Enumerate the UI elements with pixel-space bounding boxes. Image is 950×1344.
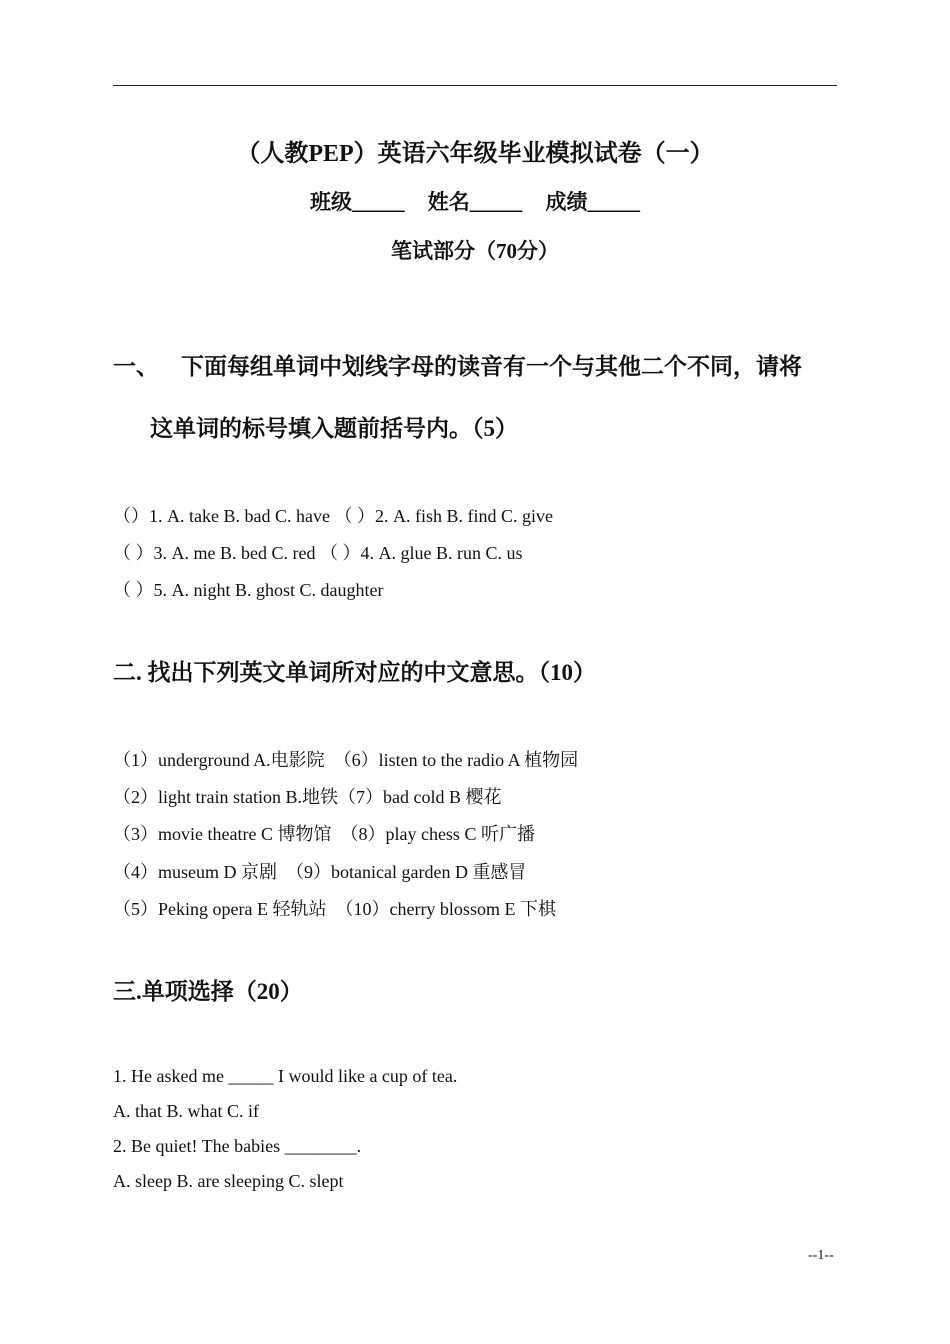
student-info-row <box>0 186 950 216</box>
section3-heading: 三.单项选择（20） <box>113 979 303 1004</box>
section1-line: （）1. A. take B. bad C. have （ ）2. A. fish B. find C. give <box>113 506 553 526</box>
section3-line: 1. He asked me _____ I would like a cup of tea. <box>113 1066 458 1086</box>
page-title: （人教PEP）英语六年级毕业模拟试卷（一） <box>236 141 714 167</box>
section3-line: A. sleep B. are sleeping C. slept <box>113 1171 344 1191</box>
section2-line: （4）museum D 京剧 （9）botanical garden D 重感冒 <box>113 862 527 882</box>
class-field-label: 班级_____ <box>310 190 405 214</box>
section1-heading <box>113 348 802 381</box>
written-part-subtitle: 笔试部分（70分） <box>391 239 559 263</box>
name-field-label: 姓名_____ <box>427 190 523 214</box>
top-rule <box>113 85 837 86</box>
section2-line: （1）underground A.电影院 （6）listen to the radio A 植物园 <box>113 750 579 770</box>
score-field-label: 成绩_____ <box>545 190 640 214</box>
section1-heading-line1: 下面每组单词中划线字母的读音有一个与其他二个不同，请将 <box>181 354 802 379</box>
page-number: --1-- <box>808 1248 834 1263</box>
section3-line: A. that B. what C. if <box>113 1101 259 1121</box>
section2-line: （3）movie theatre C 博物馆 （8）play chess C 听广播 <box>113 824 535 844</box>
section2-line: （2）light train station B.地铁（7）bad cold B 樱花 <box>113 787 502 807</box>
section3-line: 2. Be quiet! The babies ________. <box>113 1136 362 1156</box>
section1-line: （ ）5. A. night B. ghost C. daughter <box>113 580 384 600</box>
section1-heading-line2: 这单词的标号填入题前括号内。（5） <box>150 416 518 441</box>
section1-number: 一、 <box>113 354 159 379</box>
section2-line: （5）Peking opera E 轻轨站 （10）cherry blossom E 下棋 <box>113 899 556 919</box>
section1-line: （ ）3. A. me B. bed C. red （ ）4. A. glue B. run C. us <box>113 543 523 563</box>
section2-heading: 二. 找出下列英文单词所对应的中文意思。（10） <box>113 660 596 685</box>
